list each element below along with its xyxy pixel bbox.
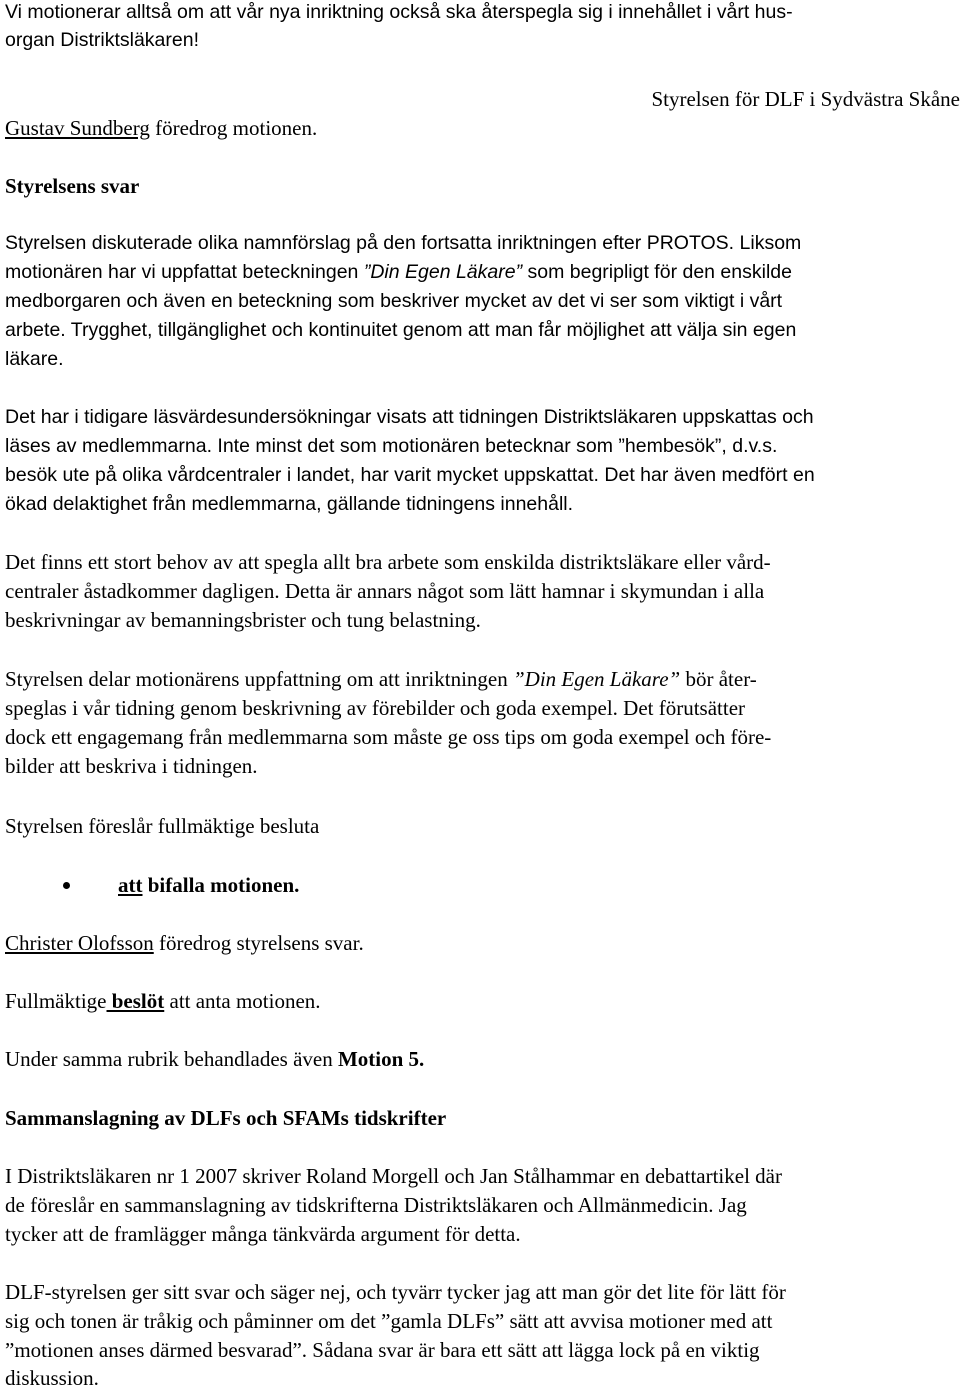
- paragraph-line: centraler åstadkommer dagligen. Detta är annars något som lätt hamnar i skymundan i alla: [5, 579, 765, 603]
- paragraph-line: tycker att de framlägger många tänkvärda argument för detta.: [5, 1222, 521, 1246]
- presenter-name: Christer Olofsson: [5, 931, 154, 955]
- paragraph-line: ”motionen anses därmed besvarad”. Sådana svar är bara ett sätt att lägga lock på en viktig: [5, 1338, 760, 1362]
- signature-line: Styrelsen för DLF i Sydvästra Skåne: [651, 87, 960, 111]
- paragraph-line: speglas i vår tidning genom beskrivning av förebilder och goda exempel. Det förutsätter: [5, 696, 746, 720]
- paragraph-line: de föreslår en sammanslagning av tidskrifterna Distriktsläkaren och Allmänmedicin. Jag: [5, 1193, 747, 1217]
- paragraph-line: ökad delaktighet från medlemmarna, gällande tidningens innehåll.: [5, 493, 574, 515]
- paragraph-line: medborgaren och även en beteckning som beskriver mycket av det vi ser som viktigt i vårt: [5, 290, 783, 312]
- paragraph-line: beskrivningar av bemanningsbrister och tung belastning.: [5, 608, 481, 632]
- text-span: som begripligt för den enskilde: [522, 261, 792, 283]
- text-span: motionären har vi uppfattat beteckningen: [5, 261, 364, 283]
- presenter-text: föredrog styrelsens svar.: [153, 931, 364, 955]
- paragraph-line: Det finns ett stort behov av att spegla allt bra arbete som enskilda distriktsläkare eller vård-: [5, 550, 771, 574]
- proposal-text: bifalla motionen.: [142, 873, 300, 897]
- paragraph-line: bilder att beskriva i tidningen.: [5, 754, 258, 778]
- paragraph-line: Det har i tidigare läsvärdesundersökningar visats att tidningen Distriktsläkaren uppskattas och: [5, 406, 814, 428]
- proposal-intro: Styrelsen föreslår fullmäktige besluta: [5, 814, 320, 838]
- paragraph-line: Styrelsen diskuterade olika namnförslag på den fortsatta inriktningen efter PROTOS. Liksom: [5, 232, 802, 254]
- paragraph-line: [5, 258, 792, 287]
- text-span: Under samma rubrik behandlades även: [5, 1047, 338, 1071]
- paragraph-line: diskussion.: [5, 1366, 99, 1390]
- paragraph-line: sig och tonen är tråkig och påminner om det ”gamla DLFs” sätt att avvisa motioner med att: [5, 1309, 773, 1333]
- paragraph-line: DLF-styrelsen ger sitt svar och säger nej, och tyvärr tycker jag att man gör det lite för lätt för: [5, 1280, 786, 1304]
- motion-number: Motion 5.: [337, 1047, 425, 1071]
- proposal-att: att: [118, 873, 143, 897]
- motion-reference: [5, 1045, 424, 1074]
- paragraph-line: arbete. Trygghet, tillgänglighet och kontinuitet genom att man får möjlighet att välja sin egen: [5, 319, 797, 341]
- bullet-icon: [63, 882, 70, 889]
- presenter-line: [5, 114, 317, 143]
- paragraph-line: [5, 665, 757, 694]
- motion-text-line: Vi motionerar alltså om att vår nya inriktning också ska återspegla sig i innehållet i vårt hus-: [5, 1, 793, 23]
- quoted-name: ”Din Egen Läkare”: [512, 667, 681, 691]
- section-heading: Sammanslagning av DLFs och SFAMs tidskrifter: [5, 1106, 447, 1130]
- quoted-name: ”Din Egen Läkare”: [363, 261, 523, 283]
- section-heading: Styrelsens svar: [5, 174, 140, 198]
- decision-line: [5, 987, 321, 1016]
- paragraph-line: läkare.: [5, 348, 64, 370]
- paragraph-line: I Distriktsläkaren nr 1 2007 skriver Roland Morgell och Jan Stålhammar en debattartikel där: [5, 1164, 782, 1188]
- text-span: bör åter-: [680, 667, 757, 691]
- motion-text-line: organ Distriktsläkaren!: [5, 29, 199, 51]
- text-span: Styrelsen delar motionärens uppfattning om att inriktningen: [5, 667, 513, 691]
- paragraph-line: läses av medlemmarna. Inte minst det som motionären betecknar som ”hembesök”, d.v.s.: [5, 435, 778, 457]
- presenter-line: [5, 929, 364, 958]
- presenter-name: Gustav Sundberg: [5, 116, 150, 140]
- decision-word: beslöt: [106, 989, 165, 1013]
- proposal-item: [118, 871, 299, 900]
- presenter-text: föredrog motionen.: [149, 116, 318, 140]
- text-span: Fullmäktige: [5, 989, 107, 1013]
- text-span: att anta motionen.: [164, 989, 321, 1013]
- paragraph-line: besök ute på olika vårdcentraler i landet, har varit mycket uppskattat. Det har även medfört en: [5, 464, 815, 486]
- paragraph-line: dock ett engagemang från medlemmarna som måste ge oss tips om goda exempel och före-: [5, 725, 772, 749]
